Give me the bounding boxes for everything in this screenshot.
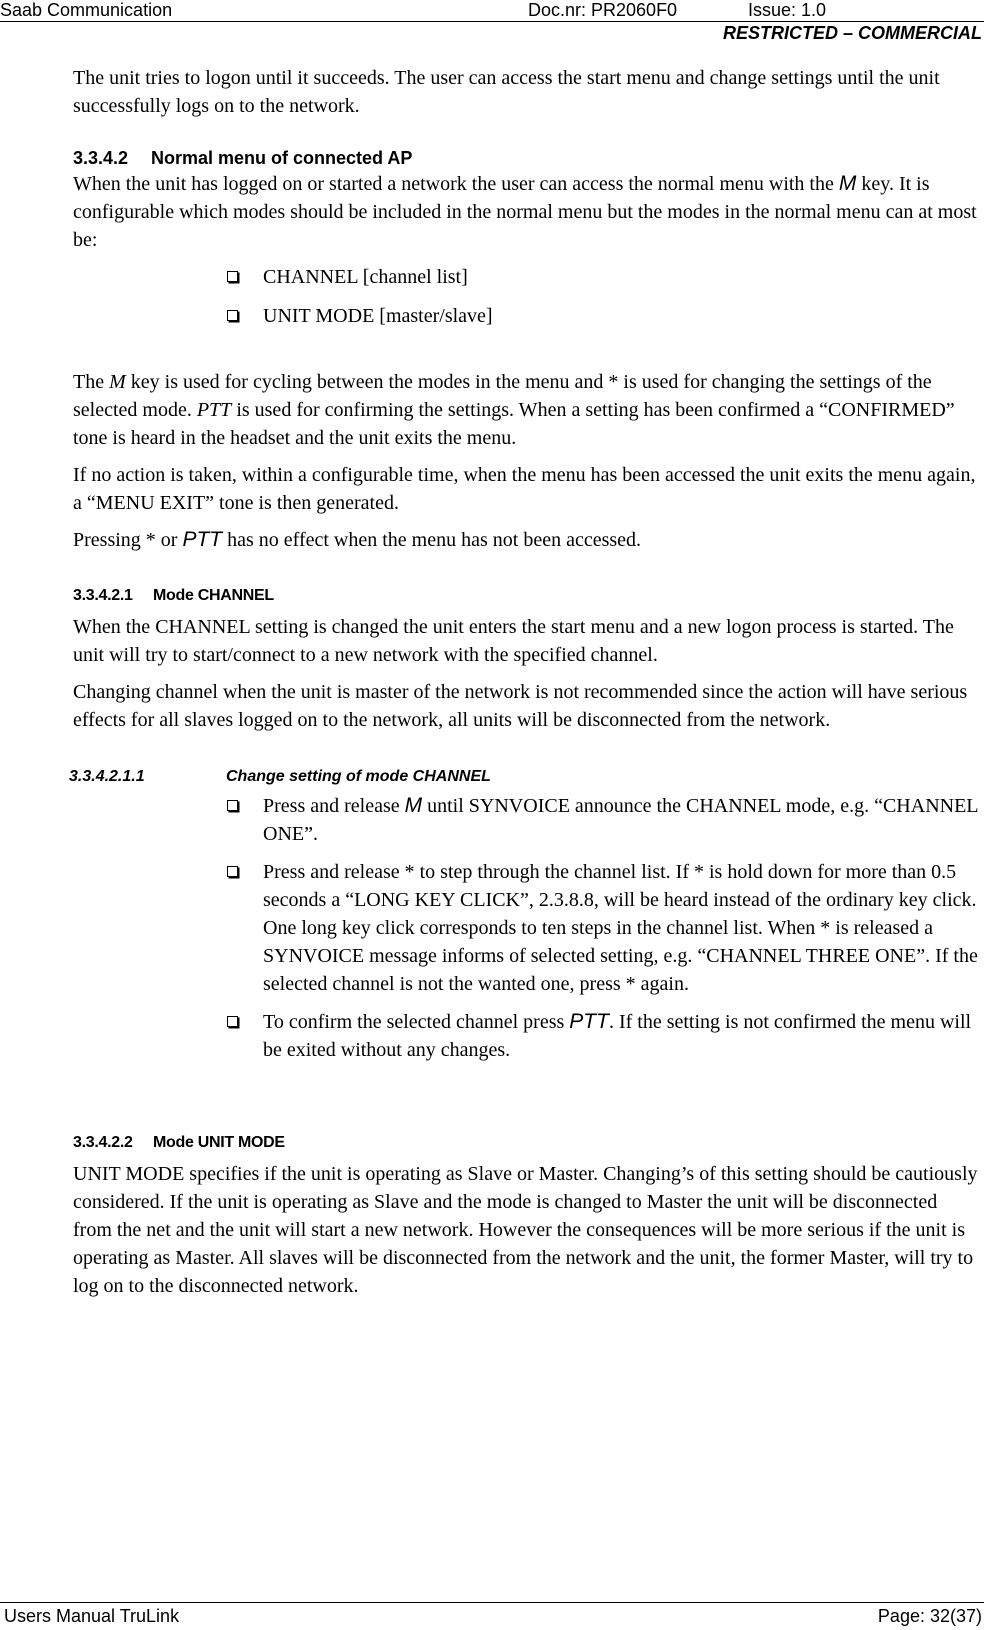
ptt-key-label: PTT — [196, 399, 232, 421]
header-company: Saab Communication — [0, 0, 173, 20]
normal-menu-paragraph — [73, 170, 981, 254]
header-rule — [0, 21, 984, 22]
section-title: Change setting of mode CHANNEL — [226, 768, 491, 785]
page-header — [0, 0, 984, 50]
change-steps-list — [225, 792, 981, 1064]
channel-warning-paragraph: Changing channel when the unit is master of the network is not recommended since the action will have serious effects for all slaves logged on to the network, all units will be disconnected from the network. — [73, 681, 968, 731]
ptt-key-label: PTT — [569, 1010, 609, 1033]
page-body — [69, 64, 981, 1300]
list-item-text: Press and release * to step through the channel list. If * is hold down for more than 0.5 seconds a “LONG KEY CLICK”, 2.3.8.8, will be heard instead of the ordinary key click. One long key click corresponds to ten steps in the channel list. When * is released a SYNVOICE message informs of selected setting, e.g. “CHANNEL THREE ONE”. If the selected channel is not the wanted one, press * again. — [263, 861, 978, 995]
ptt-key-label: PTT — [182, 528, 223, 551]
m-key-label: M — [404, 794, 423, 817]
text-run: When the unit has logged on or started a network the user can access the normal menu with the — [73, 173, 839, 195]
checkbox-bullet-icon — [227, 310, 238, 321]
m-key-label: M — [109, 371, 126, 393]
section-heading-3342 — [73, 146, 981, 170]
unit-mode-paragraph: UNIT MODE specifies if the unit is operating as Slave or Master. Changing’s of this setting should be cautiously considered. If the unit is operating as Slave and the mode is changed to Master the unit will be disconnected from the net and the unit will start a new network. However the consequences will be more serious if the unit is operating as Master. All slaves will be disconnected from the network and the unit, the former Master, will try to log on to the disconnected network. — [73, 1163, 978, 1297]
text-run: . If the setting is not confirmed the menu will be exited without any changes. — [263, 1011, 972, 1061]
section-title: Normal menu of connected AP — [151, 148, 413, 168]
text-run: Pressing * or — [73, 529, 183, 551]
list-item — [225, 302, 981, 330]
section-heading-33422 — [73, 1132, 981, 1154]
checkbox-bullet-icon — [227, 800, 238, 811]
text-run: The — [73, 371, 110, 393]
menu-exit-paragraph: If no action is taken, within a configurable time, when the menu has been accessed the unit exits the menu again, a “MENU EXIT” tone is then generated. — [73, 464, 976, 514]
list-item-text: CHANNEL [channel list] — [263, 266, 468, 288]
checkbox-bullet-icon — [227, 1016, 238, 1027]
section-title: Mode CHANNEL — [153, 587, 274, 604]
page-footer — [0, 1590, 984, 1630]
list-item — [225, 792, 981, 848]
checkbox-bullet-icon — [227, 271, 238, 282]
header-doc-number: Doc.nr: PR2060F0 — [528, 0, 678, 20]
text-run: key is used for cycling between the modes in the menu and * is used for changing the settings of the selected mode. — [73, 371, 932, 421]
section-number: 3.3.4.2.2 — [73, 1134, 133, 1151]
list-item — [225, 1008, 981, 1064]
section-number: 3.3.4.2.1 — [73, 587, 133, 604]
list-item — [225, 263, 981, 291]
section-number: 3.3.4.2.1.1 — [69, 768, 145, 785]
section-heading-33421 — [73, 585, 981, 607]
m-key-paragraph — [73, 368, 981, 452]
header-classification: RESTRICTED – COMMERCIAL — [722, 23, 982, 43]
intro-paragraph: The unit tries to logon until it succeeds. The user can access the start menu and change settings until the unit successfully logs on to the network. — [73, 67, 940, 117]
section-number: 3.3.4.2 — [73, 148, 129, 168]
text-run: is used for confirming the settings. When a setting has been confirmed a “CONFIRMED” tone is heard in the headset and the unit exits the menu. — [73, 399, 955, 449]
pressing-paragraph — [73, 526, 981, 554]
text-run: To confirm the selected channel press — [263, 1011, 570, 1033]
section-title: Mode UNIT MODE — [153, 1134, 285, 1151]
text-run: has no effect when the menu has not been accessed. — [222, 529, 642, 551]
footer-rule — [0, 1602, 984, 1603]
text-run: key. It is configurable which modes should be included in the normal menu but the modes in the normal menu can at most be: — [73, 173, 977, 251]
mode-list — [225, 263, 981, 330]
channel-paragraph: When the CHANNEL setting is changed the unit enters the start menu and a new logon process is started. The unit will try to start/connect to a new network with the specified channel. — [73, 616, 954, 666]
text-run: until SYNVOICE announce the CHANNEL mode, e.g. “CHANNEL ONE”. — [263, 795, 978, 845]
footer-manual-title: Users Manual TruLink — [4, 1606, 180, 1626]
section-heading-334211 — [69, 766, 977, 788]
header-issue: Issue: 1.0 — [748, 0, 827, 20]
m-key-label: M — [838, 172, 857, 195]
list-item-text: UNIT MODE [master/slave] — [263, 305, 493, 327]
list-item — [225, 858, 981, 998]
footer-page-number: Page: 32(37) — [877, 1606, 982, 1626]
checkbox-bullet-icon — [227, 866, 238, 877]
text-run: Press and release — [263, 795, 405, 817]
